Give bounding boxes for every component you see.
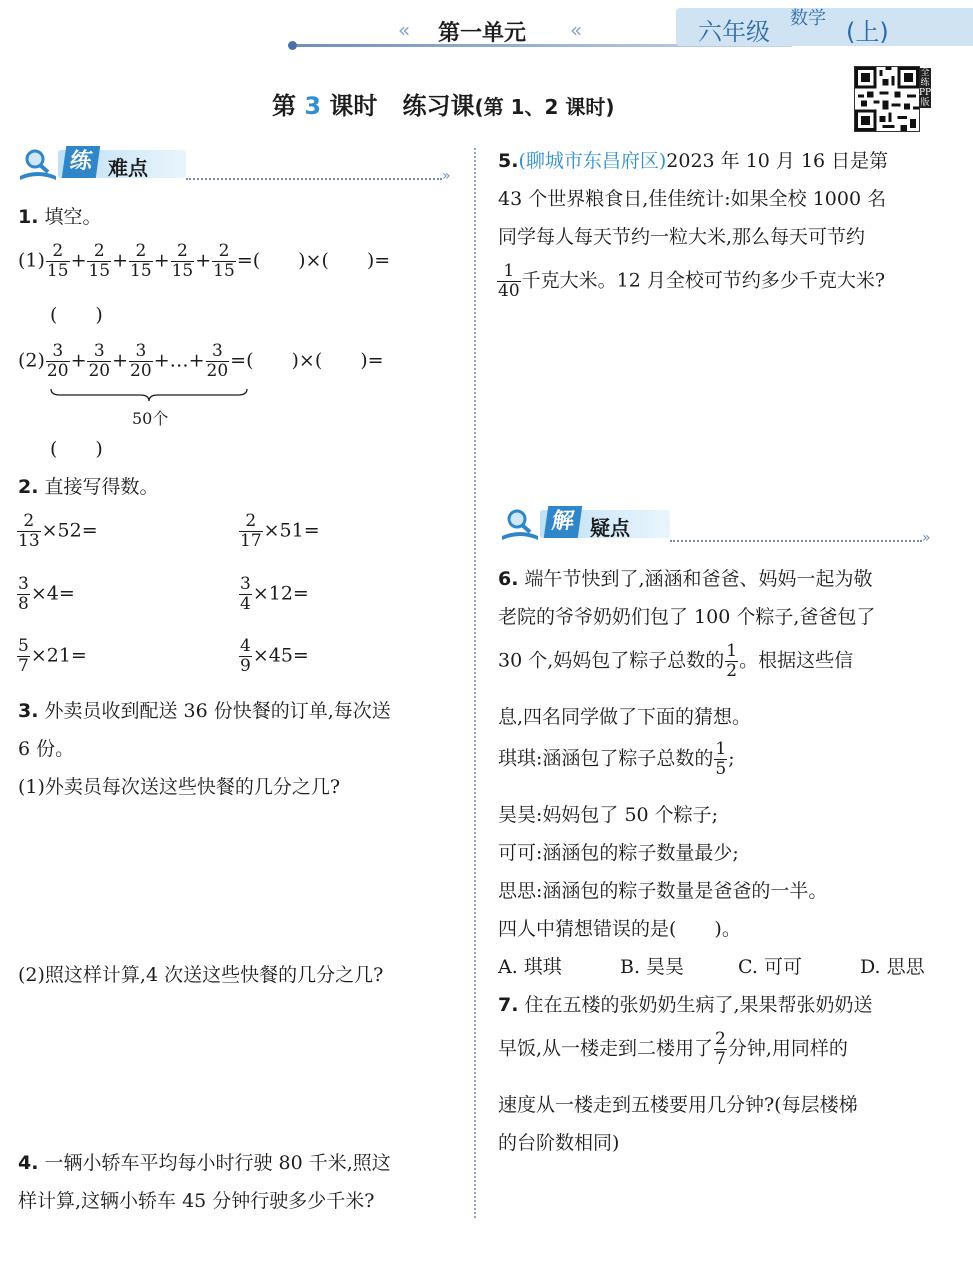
question-6-line-3: 30 个,妈妈包了粽子总数的 $\frac{1}{2}$ 。根据这些信 xyxy=(498,641,854,681)
question-3-sub-2: (2)照这样计算,4 次送这些快餐的几分之几? xyxy=(18,964,384,986)
answer-blank[interactable]: ( ) xyxy=(50,304,103,326)
question-1-heading: 1. 填空。 xyxy=(18,206,102,228)
section-tag-explain: 解 xyxy=(544,506,582,538)
question-7-line-4: 的台阶数相同) xyxy=(498,1132,620,1154)
section-divider xyxy=(186,178,442,180)
guess-haohao: 昊昊:妈妈包了 50 个粽子; xyxy=(498,804,719,826)
chevron-left-icon: « xyxy=(398,18,411,42)
arrow-icon: » xyxy=(922,530,931,546)
guess-sisi: 思思:涵涵包的粽子数量是爸爸的一半。 xyxy=(498,880,828,902)
question-5-line-4: $\frac{1}{40}$ 千克大米。12 月全校可节约多少千克大米? xyxy=(498,261,886,301)
calc-item: $\frac{5}{7}$ ×21= xyxy=(18,636,87,676)
arrow-icon: » xyxy=(442,168,451,184)
option-a[interactable]: A. 琪琪 xyxy=(498,956,562,978)
calc-item: $\frac{3}{4}$ ×12= xyxy=(240,574,309,614)
question-7-line-1: 7. 住在五楼的张奶奶生病了,果果帮张奶奶送 xyxy=(498,994,873,1016)
question-4-line-1: 4. 一辆小轿车平均每小时行驶 80 千米,照这 xyxy=(18,1152,391,1174)
answer-blank[interactable]: ( ) xyxy=(50,438,103,460)
term-label: (上) xyxy=(846,18,889,46)
header-dot xyxy=(288,41,297,50)
question-6-ask: 四人中猜想错误的是( )。 xyxy=(498,918,741,940)
grade-label: 六年级 xyxy=(698,18,770,46)
question-2-heading: 2. 直接写得数。 xyxy=(18,476,159,498)
question-5-line-1: 5.(聊城市东昌府区)2023 年 10 月 16 日是第 xyxy=(498,150,889,172)
question-4-line-2: 样计算,这辆小轿车 45 分钟行驶多少千米? xyxy=(18,1190,375,1212)
underbrace xyxy=(50,388,248,402)
qr-code-icon[interactable] xyxy=(854,66,920,132)
question-6-line-1: 6. 端午节快到了,涵涵和爸爸、妈妈一起为敬 xyxy=(498,568,873,590)
column-divider xyxy=(474,148,476,1218)
guess-keke: 可可:涵涵包的粽子数量最少; xyxy=(498,842,739,864)
question-3-sub-1: (1)外卖员每次送这些快餐的几分之几? xyxy=(18,776,341,798)
option-b[interactable]: B. 昊昊 xyxy=(620,956,685,978)
section-title-doubts: 疑点 xyxy=(590,516,630,540)
unit-title: 第一单元 xyxy=(438,21,527,46)
question-7-line-3: 速度从一楼走到五楼要用几分钟?(每层楼梯 xyxy=(498,1094,858,1116)
question-5-line-2: 43 个世界粮食日,佳佳统计:如果全校 1000 名 xyxy=(498,188,887,210)
section-divider xyxy=(670,540,922,542)
magnifier-book-icon xyxy=(18,146,58,182)
option-d[interactable]: D. 思思 xyxy=(860,956,925,978)
question-3-line-2: 6 份。 xyxy=(18,738,75,760)
question-7-line-2: 早饭,从一楼走到二楼用了 $\frac{2}{7}$ 分钟,用同样的 xyxy=(498,1029,848,1069)
section-tag-practice: 练 xyxy=(62,146,100,178)
qr-side-label: 全练PPT版 xyxy=(919,68,938,108)
calc-item: $\frac{2}{17}$ ×51= xyxy=(240,511,320,551)
lesson-title: 第 3 课时 练习课(第 1、2 课时) xyxy=(272,92,615,120)
question-6-line-4: 息,四名同学做了下面的猜想。 xyxy=(498,706,752,728)
question-6-line-2: 老院的爷爷奶奶们包了 100 个粽子,爸爸包了 xyxy=(498,606,876,628)
subject-label: 数学 xyxy=(790,8,826,29)
magnifier-book-icon xyxy=(500,506,540,542)
calc-item: $\frac{2}{13}$ ×52= xyxy=(18,511,98,551)
question-3-line-1: 3. 外卖员收到配送 36 份快餐的订单,每次送 xyxy=(18,700,391,722)
question-1-part-1: (1) $\frac{2}{15}$ + $\frac{2}{15}$ + $\frac{2}{15}$ + $\frac{2}{15}$ + $\frac{2}{15}$ =( )×( )= xyxy=(18,241,391,281)
question-1-part-2: (2) $\frac{3}{20}$ + $\frac{3}{20}$ + $\frac{3}{20}$ +…+ $\frac{3}{20}$ =( )×( )= xyxy=(18,341,384,381)
section-title-difficult: 难点 xyxy=(108,156,148,180)
question-5-line-3: 同学每人每天节约一粒大米,那么每天可节约 xyxy=(498,226,866,248)
brace-count: 50个 xyxy=(132,409,169,428)
calc-item: $\frac{3}{8}$ ×4= xyxy=(18,574,75,614)
chevron-right-icon: « xyxy=(570,18,583,42)
option-c[interactable]: C. 可可 xyxy=(738,956,802,978)
guess-qiqi: 琪琪:涵涵包了粽子总数的 $\frac{1}{5}$ ; xyxy=(498,739,735,779)
calc-item: $\frac{4}{9}$ ×45= xyxy=(240,636,309,676)
